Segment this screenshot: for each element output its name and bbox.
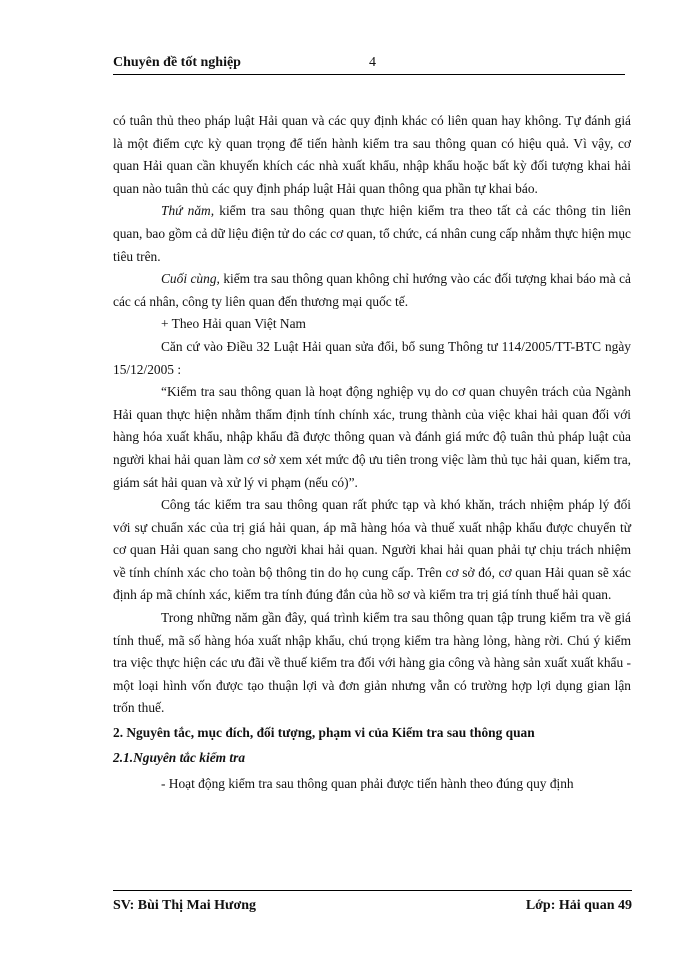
class-name: Lớp: Hải quan 49 [525,898,632,913]
student-name: SV: Bùi Thị Mai Hương [113,898,256,913]
footer-rule [113,890,632,891]
header-rule [113,74,625,75]
subsection-heading: 2.1.Nguyên tắc kiểm tra [113,749,246,765]
paragraph [113,200,631,268]
page-footer [113,890,632,918]
paragraph: có tuân thủ theo pháp luật Hải quan và các quy định khác có liên quan hay không. Tự đánh giá là một điểm cực kỳ quan trọng để tiến hành kiểm tra sau thông quan có hiệu quả. Vì vậy, cơ quan Hải quan cần khuyến khích các nhà xuất khẩu, nhập khẩu hoặc bất kỳ đối tượng khai hải quan nào tuân thủ các quy định pháp luật Hải quan thông qua phần tự khai báo. [113,113,631,196]
paragraph-text: kiểm tra sau thông quan thực hiện kiểm tra theo tất cả các thông tin liên quan, bao gồm cả dữ liệu điện tử do các cơ quan, tổ chức, cá nhân cung cấp nhằm thực hiện mục tiêu trên. [113,203,631,264]
document-body [113,110,631,796]
page-header [113,55,625,76]
section-heading: 2. Nguyên tắc, mục đích, đối tượng, phạm vi của Kiểm tra sau thông quan [113,725,535,741]
paragraph-text: kiểm tra sau thông quan không chỉ hướng vào các đối tượng khai báo mà cả các cá nhân, công ty liên quan đến thương mại quốc tế. [113,271,631,309]
paragraph: Căn cứ vào Điều 32 Luật Hải quan sửa đổi, bổ sung Thông tư 114/2005/TT-BTC ngày 15/12/2005 : [113,338,631,377]
paragraph: - Hoạt động kiểm tra sau thông quan phải được tiến hành theo đúng quy định [161,776,574,792]
emphasis-text: Cuối cùng, [161,271,220,287]
paragraph: Công tác kiểm tra sau thông quan rất phức tạp và khó khăn, trách nhiệm pháp lý đối với sự chuẩn xác của trị giá hải quan, áp mã hàng hóa và thuế xuất nhập khẩu được chuyển từ cơ quan Hải quan sang cho người khai hải quan. Người khai hải quan phải tự chịu trách nhiệm về tính chính xác cho toàn bộ thông tin do họ cung cấp. Trên cơ sở đó, cơ quan Hải quan sẽ xác định áp mã chính xác, kiểm tra tính đúng đắn của hồ sơ và kiểm tra trị giá tính thuế hải quan. [113,497,631,603]
document-title: Chuyên đề tốt nghiệp [113,55,241,70]
page-number: 4 [369,55,376,70]
paragraph: Trong những năm gần đây, quá trình kiểm tra sau thông quan tập trung kiểm tra về giá tính thuế, mã số hàng hóa xuất nhập khẩu, chú trọng kiểm tra hàng lỏng, hàng rời. Chú ý kiểm tra việc thực hiện các ưu đãi về thuế kiểm tra đối với hàng gia công và hàng sản xuất xuất khẩu - một loại hình vốn được tạo thuận lợi và đơn giản nhưng vẫn có trường hợp lợi dụng gian lận trốn thuế. [113,610,631,716]
paragraph: + Theo Hải quan Việt Nam [161,316,306,332]
quote-paragraph: “Kiểm tra sau thông quan là hoạt động nghiệp vụ do cơ quan chuyên trách của Ngành Hải quan thực hiện nhằm thẩm định tính chính xác, trung thành của việc khai hải quan đối với hàng hóa xuất khẩu, nhập khẩu đã được thông quan và đánh giá mức độ tuân thủ pháp luật của người khai hải quan làm cơ sở xem xét mức độ ưu tiên trong việc làm thủ tục hải quan, kiểm tra, giám sát hải quan và xử lý vi phạm (nếu có)”. [113,384,631,490]
paragraph [113,268,631,313]
emphasis-text: Thứ năm, [161,203,215,219]
